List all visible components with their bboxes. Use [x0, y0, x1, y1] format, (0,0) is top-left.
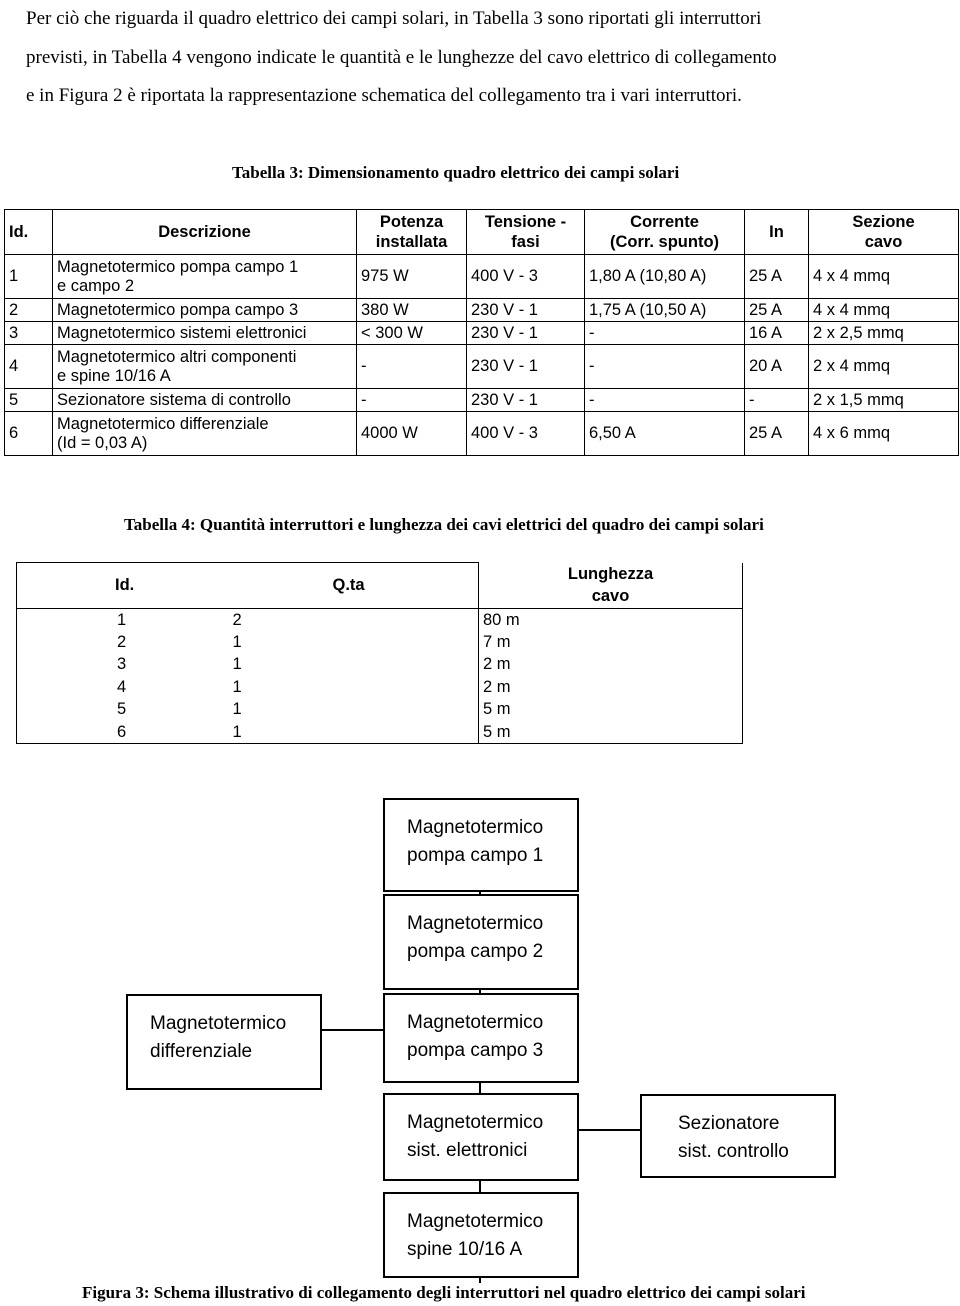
cell-descrizione: Magnetotermico differenziale (Id = 0,03 A)	[53, 412, 357, 456]
intro-paragraph	[26, 0, 946, 116]
table-row	[5, 412, 959, 456]
cell-id: 4	[17, 676, 133, 699]
table4	[16, 562, 743, 744]
cell-id: 6	[17, 721, 133, 744]
cell-tensione: 400 V - 3	[467, 412, 585, 456]
table3-header-row	[5, 210, 959, 255]
header-in: In	[745, 210, 809, 255]
header-corrente: Corrente (Corr. spunto)	[585, 210, 745, 255]
table-row	[5, 345, 959, 389]
cell-descrizione: Magnetotermico pompa campo 3	[53, 299, 357, 322]
intro-line: previsti, in Tabella 4 vengono indicate le quantità e le lunghezze del cavo elettrico di collegamento	[26, 46, 777, 68]
cell-lunghezza: 5 m	[479, 699, 743, 722]
cell-sezione: 4 x 4 mmq	[809, 255, 959, 299]
cell-qta: 1	[232, 632, 242, 651]
cell-potenza: 4000 W	[357, 412, 467, 456]
cell-sezione: 4 x 4 mmq	[809, 299, 959, 322]
cell-lunghezza: 5 m	[479, 721, 743, 744]
header-descrizione: Descrizione	[53, 210, 357, 255]
cell-id: 2	[5, 299, 53, 322]
cell-id: 1	[17, 609, 133, 632]
cell-lunghezza: 80 m	[479, 609, 743, 632]
cell-lunghezza: 7 m	[479, 631, 743, 654]
table-row	[17, 721, 743, 744]
table-row	[17, 699, 743, 722]
cell-id: 4	[5, 345, 53, 389]
cell-tensione: 400 V - 3	[467, 255, 585, 299]
cell-id: 3	[5, 322, 53, 345]
cell-descrizione: Magnetotermico sistemi elettronici	[53, 322, 357, 345]
cell-corrente: 1,80 A (10,80 A)	[585, 255, 745, 299]
cell-potenza: < 300 W	[357, 322, 467, 345]
cell-potenza: -	[357, 389, 467, 412]
cell-descrizione: Magnetotermico pompa campo 1 e campo 2	[53, 255, 357, 299]
header-potenza: Potenza installata	[357, 210, 467, 255]
header-id: Id.	[5, 210, 53, 255]
cell-id: 1	[5, 255, 53, 299]
cell-sezione: 2 x 4 mmq	[809, 345, 959, 389]
table3-caption: Tabella 3: Dimensionamento quadro elettrico dei campi solari	[232, 163, 680, 182]
cell-tensione: 230 V - 1	[467, 299, 585, 322]
box-pompa-campo-3: Magnetotermico pompa campo 3	[383, 993, 579, 1083]
table4-header-row	[17, 563, 743, 609]
cell-qta: 2	[232, 610, 242, 629]
cell-id: 5	[5, 389, 53, 412]
header-lunghezza: Lunghezza cavo	[479, 563, 743, 609]
table-row	[5, 389, 959, 412]
header-sezione: Sezione cavo	[809, 210, 959, 255]
figure-caption: Figura 3: Schema illustrativo di collegamento degli interruttori nel quadro elettrico dei campi solari	[82, 1283, 806, 1302]
box-sist-elettronici: Magnetotermico sist. elettronici	[383, 1093, 579, 1181]
header-id: Id.	[17, 563, 133, 609]
cell-potenza: 975 W	[357, 255, 467, 299]
cell-in: 25 A	[745, 412, 809, 456]
cell-qta: 1	[232, 655, 242, 674]
cell-sezione: 2 x 1,5 mmq	[809, 389, 959, 412]
cell-potenza: 380 W	[357, 299, 467, 322]
table-row	[5, 255, 959, 299]
table-row	[17, 676, 743, 699]
table3	[4, 209, 959, 456]
cell-corrente: -	[585, 322, 745, 345]
cell-corrente: -	[585, 389, 745, 412]
cell-id: 6	[5, 412, 53, 456]
box-pompa-campo-1: Magnetotermico pompa campo 1	[383, 798, 579, 892]
table4-caption: Tabella 4: Quantità interruttori e lunghezza dei cavi elettrici del quadro dei campi solari	[124, 515, 764, 534]
cell-qta: 1	[232, 677, 242, 696]
cell-in: 16 A	[745, 322, 809, 345]
cell-qta: 1	[133, 721, 479, 744]
cell-qta: 1	[232, 700, 242, 719]
cell-tensione: 230 V - 1	[467, 389, 585, 412]
cell-potenza: -	[357, 345, 467, 389]
cell-lunghezza: 2 m	[479, 676, 743, 699]
cell-tensione: 230 V - 1	[467, 322, 585, 345]
cell-in: 25 A	[745, 255, 809, 299]
table-row	[5, 299, 959, 322]
cell-sezione: 4 x 6 mmq	[809, 412, 959, 456]
cell-in: -	[745, 389, 809, 412]
cell-id: 5	[17, 699, 133, 722]
cell-lunghezza: 2 m	[479, 654, 743, 677]
table-row	[17, 609, 743, 632]
header-tensione: Tensione - fasi	[467, 210, 585, 255]
cell-id: 2	[17, 631, 133, 654]
cell-sezione: 2 x 2,5 mmq	[809, 322, 959, 345]
table-row	[17, 631, 743, 654]
cell-in: 25 A	[745, 299, 809, 322]
cell-in: 20 A	[745, 345, 809, 389]
box-pompa-campo-2: Magnetotermico pompa campo 2	[383, 894, 579, 990]
header-qta: Q.ta	[133, 563, 479, 609]
cell-corrente: 6,50 A	[585, 412, 745, 456]
box-sezionatore: Sezionatore sist. controllo	[640, 1094, 836, 1178]
cell-corrente: -	[585, 345, 745, 389]
table-row	[5, 322, 959, 345]
box-spine: Magnetotermico spine 10/16 A	[383, 1192, 579, 1278]
cell-corrente: 1,75 A (10,50 A)	[585, 299, 745, 322]
cell-descrizione: Magnetotermico altri componenti e spine 10/16 A	[53, 345, 357, 389]
table-row	[17, 654, 743, 677]
intro-line: Per ciò che riguarda il quadro elettrico dei campi solari, in Tabella 3 sono riportati gli interruttori	[26, 8, 762, 29]
intro-line: e in Figura 2 è riportata la rappresentazione schematica del collegamento tra i vari interruttori.	[26, 85, 742, 106]
cell-tensione: 230 V - 1	[467, 345, 585, 389]
cell-descrizione: Sezionatore sistema di controllo	[53, 389, 357, 412]
box-magnetotermico-differenziale: Magnetotermico differenziale	[126, 994, 322, 1090]
cell-id: 3	[17, 654, 133, 677]
